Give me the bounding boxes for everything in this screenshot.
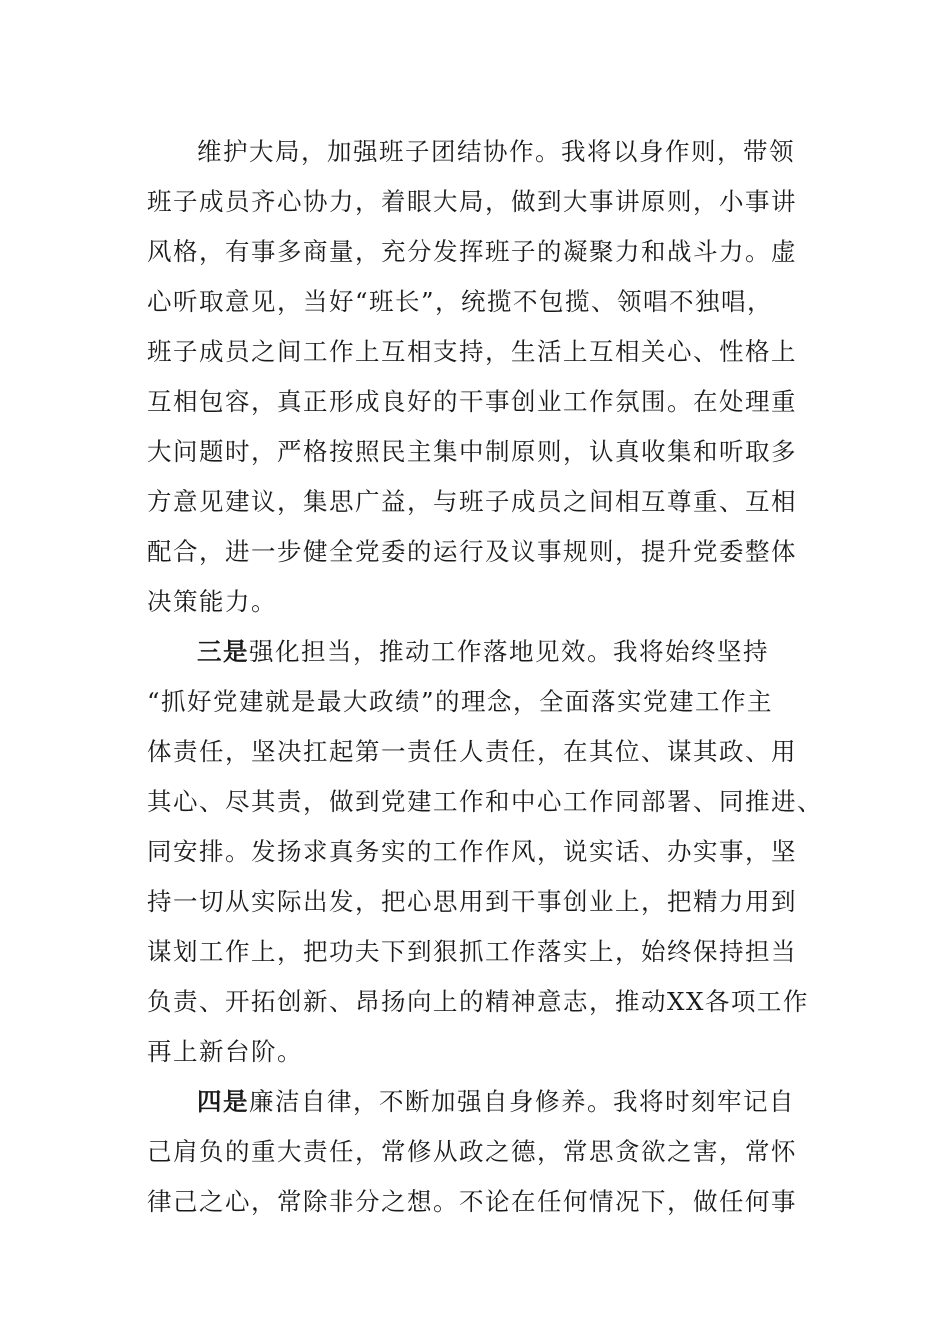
- text-line: 体责任，坚决扛起第一责任人责任，在其位、谋其政、用: [147, 737, 797, 766]
- text-line: 互相包容，真正形成良好的干事创业工作氛围。在处理重: [147, 387, 797, 416]
- text-line: 班子成员齐心协力，着眼大局，做到大事讲原则，小事讲: [147, 187, 797, 216]
- text-line: [147, 627, 807, 677]
- text-line-content: 强化担当，推动工作落地见效。我将始终坚持: [249, 637, 769, 666]
- paragraph-unity: [147, 127, 807, 627]
- paragraph-lead: 三是: [197, 637, 249, 666]
- text-line: 持一切从实际出发，把心思用到干事创业上，把精力用到: [147, 887, 797, 916]
- text-line: 班子成员之间工作上互相支持，生活上互相关心、性格上: [147, 337, 797, 366]
- text-line: 谋划工作上，把功夫下到狠抓工作落实上，始终保持担当: [147, 937, 797, 966]
- text-line: 心听取意见，当好“班长”，统揽不包揽、领唱不独唱，: [147, 287, 774, 316]
- paragraph-lead: 四是: [197, 1087, 249, 1116]
- text-line-content: 廉洁自律，不断加强自身修养。我将时刻牢记自: [249, 1087, 795, 1116]
- text-line: 决策能力。: [147, 587, 277, 616]
- paragraph-responsibility: [147, 627, 823, 1077]
- text-line: 同安排。发扬求真务实的工作作风，说实话、办实事，坚: [147, 837, 797, 866]
- text-line: 律己之心，常除非分之想。不论在任何情况下，做任何事: [147, 1187, 797, 1216]
- text-line: 维护大局，加强班子团结协作。我将以身作则，带领: [197, 137, 795, 166]
- text-line: 方意见建议，集思广益，与班子成员之间相互尊重、互相: [147, 487, 797, 516]
- text-line: 风格，有事多商量，充分发挥班子的凝聚力和战斗力。虚: [147, 237, 797, 266]
- text-line: 己肩负的重大责任，常修从政之德，常思贪欲之害，常怀: [147, 1137, 797, 1166]
- document-body: [147, 127, 823, 1227]
- text-line: 配合，进一步健全党委的运行及议事规则，提升党委整体: [147, 537, 797, 566]
- paragraph-integrity: [147, 1077, 807, 1227]
- text-line: 负责、开拓创新、昂扬向上的精神意志，推动XX各项工作: [147, 987, 809, 1016]
- text-line: “抓好党建就是最大政绩”的理念，全面落实党建工作主: [147, 687, 774, 716]
- text-line: [147, 1077, 807, 1127]
- text-line: 再上新台阶。: [147, 1037, 303, 1066]
- text-line: 大问题时，严格按照民主集中制原则，认真收集和听取多: [147, 437, 797, 466]
- text-line: 其心、尽其责，做到党建工作和中心工作同部署、同推进、: [147, 787, 823, 816]
